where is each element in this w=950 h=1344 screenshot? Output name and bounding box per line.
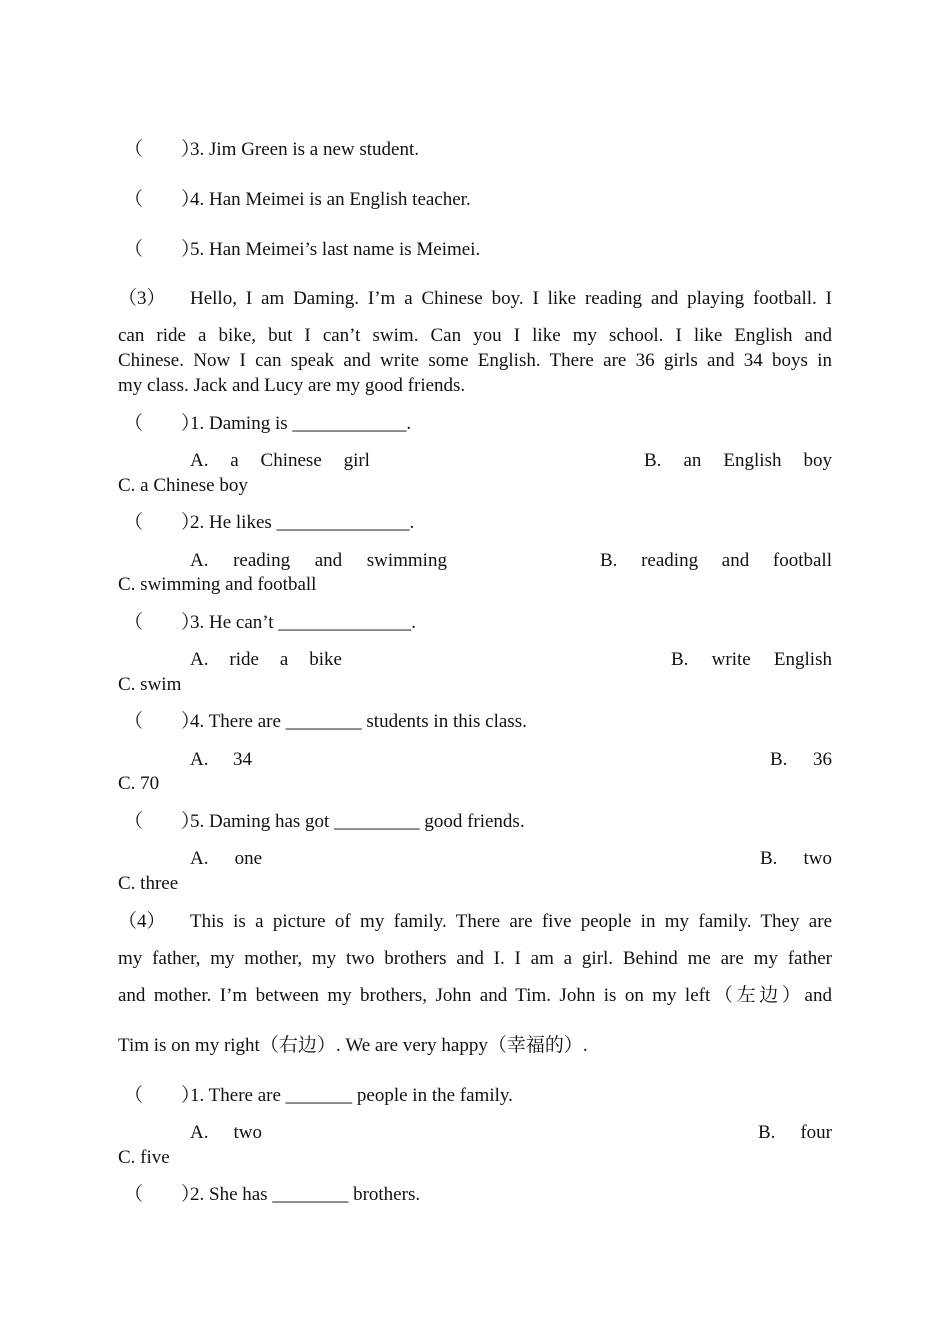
option-a[interactable]: A. one <box>190 848 262 869</box>
question-text: 1. Daming is ____________. <box>190 413 412 434</box>
option-b[interactable]: B. write English <box>671 649 832 670</box>
option-b[interactable]: B. 36 <box>770 749 832 770</box>
passage-text: Hello, I am Daming. I’m a Chinese boy. I like reading and playing football. I <box>190 288 832 309</box>
passage-number: （4） <box>118 911 166 932</box>
option-a[interactable]: A. 34 <box>190 749 252 770</box>
passage-3-line-3: Chinese. Now I can speak and write some English. There are 36 girls and 34 boys in <box>118 350 832 371</box>
question-text: 3. He can’t ______________. <box>190 612 417 633</box>
passage-4-line-3: and mother. I’m between my brothers, John and Tim. John is on my left（左边）and <box>118 985 832 1006</box>
answer-bracket[interactable]: （ ） <box>124 1085 201 1106</box>
question-item <box>124 138 419 162</box>
answer-bracket[interactable]: （ ） <box>124 1184 201 1205</box>
option-c[interactable]: C. swimming and football <box>118 574 317 595</box>
answer-bracket[interactable]: （ ） <box>124 512 201 533</box>
question-text: 5. Han Meimei’s last name is Meimei. <box>190 239 481 260</box>
question-text: 4. Han Meimei is an English teacher. <box>190 189 471 210</box>
question-item <box>124 1084 513 1108</box>
question-text: 2. She has ________ brothers. <box>190 1184 421 1205</box>
answer-bracket[interactable]: （ ） <box>124 239 201 260</box>
passage-4-line-4: Tim is on my right（右边）. We are very happy（幸福的）. <box>118 1035 588 1056</box>
answer-bracket[interactable]: （ ） <box>124 711 201 732</box>
question-item <box>124 1183 420 1207</box>
option-a[interactable]: A. ride a bike <box>190 649 342 670</box>
options-row <box>190 847 832 871</box>
question-item <box>124 810 525 834</box>
passage-text: This is a picture of my family. There are five people in my family. They are <box>190 911 832 932</box>
passage-4-line-2: my father, my mother, my two brothers and I. I am a girl. Behind me are my father <box>118 948 832 969</box>
answer-bracket[interactable]: （ ） <box>124 189 201 210</box>
question-text: 2. He likes ______________. <box>190 512 415 533</box>
question-item <box>124 710 527 734</box>
options-row <box>190 1121 832 1145</box>
options-row <box>190 748 832 772</box>
option-c[interactable]: C. three <box>118 873 179 894</box>
option-a[interactable]: A. reading and swimming <box>190 550 447 571</box>
options-row <box>190 449 832 473</box>
question-item <box>124 511 414 535</box>
question-text: 3. Jim Green is a new student. <box>190 139 420 160</box>
option-a[interactable]: A. two <box>190 1122 262 1143</box>
passage-3-line-1 <box>118 287 832 311</box>
answer-bracket[interactable]: （ ） <box>124 413 201 434</box>
question-item <box>124 188 471 212</box>
option-b[interactable]: B. two <box>760 848 832 869</box>
passage-4-line-1 <box>118 910 832 934</box>
question-item <box>124 611 416 635</box>
question-text: 1. There are _______ people in the family. <box>190 1085 513 1106</box>
option-a[interactable]: A. a Chinese girl <box>190 450 370 471</box>
options-row <box>190 648 832 672</box>
passage-3-line-2: can ride a bike, but I can’t swim. Can you I like my school. I like English and <box>118 325 832 346</box>
answer-bracket[interactable]: （ ） <box>124 612 201 633</box>
option-c[interactable]: C. swim <box>118 674 182 695</box>
option-b[interactable]: B. reading and football <box>600 550 832 571</box>
option-b[interactable]: B. an English boy <box>644 450 832 471</box>
question-text: 4. There are ________ students in this class. <box>190 711 527 732</box>
question-text: 5. Daming has got _________ good friends. <box>190 811 525 832</box>
options-row <box>190 549 832 573</box>
question-item <box>124 412 411 436</box>
option-c[interactable]: C. a Chinese boy <box>118 475 248 496</box>
passage-number: （3） <box>118 288 166 309</box>
option-c[interactable]: C. five <box>118 1147 170 1168</box>
option-b[interactable]: B. four <box>758 1122 832 1143</box>
option-c[interactable]: C. 70 <box>118 773 160 794</box>
answer-bracket[interactable]: （ ） <box>124 139 201 160</box>
question-item <box>124 238 480 262</box>
passage-3-line-4: my class. Jack and Lucy are my good friends. <box>118 375 466 396</box>
answer-bracket[interactable]: （ ） <box>124 811 201 832</box>
